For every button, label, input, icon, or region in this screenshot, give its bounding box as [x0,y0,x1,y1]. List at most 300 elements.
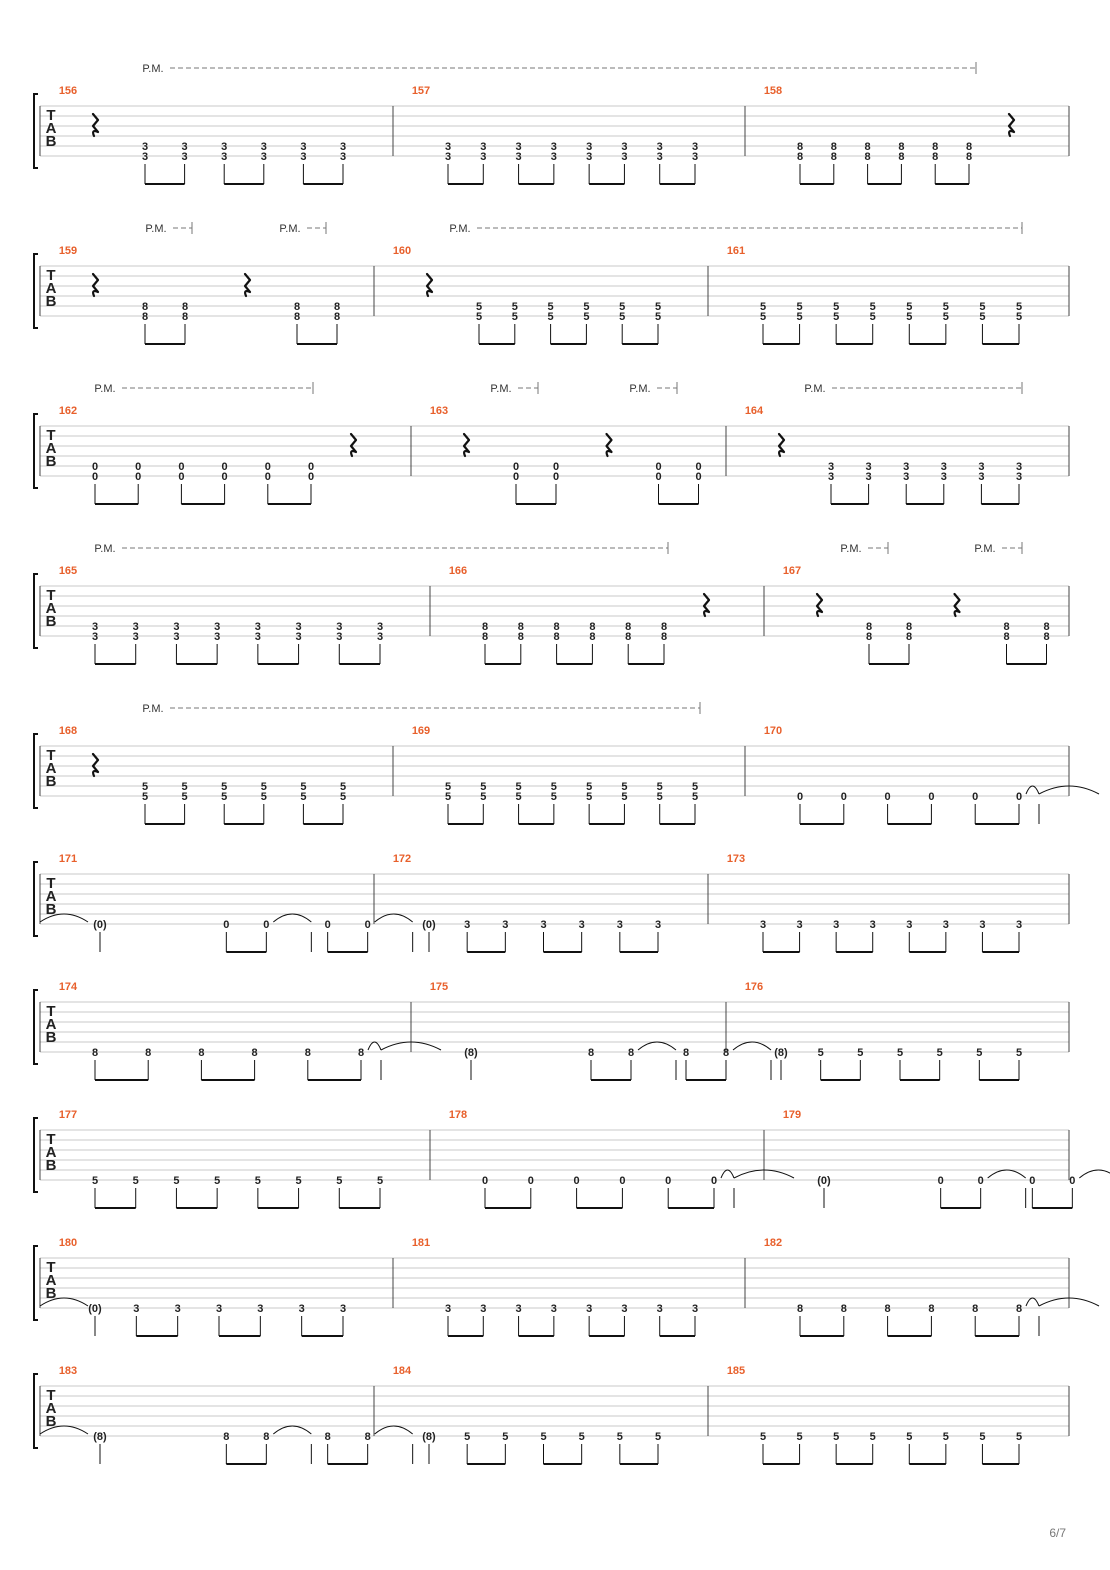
fret-number: 0 [221,461,228,473]
fret-number: 8 [660,631,668,643]
fret-number: 3 [298,1303,305,1315]
fret-number: 3 [621,151,628,163]
fret-number: 5 [619,301,626,313]
fret-number: 8 [589,631,596,643]
quarter-rest [607,434,612,456]
fret-number: 5 [1015,311,1023,323]
tie-arc [273,914,311,922]
tab-clef-letter: B [45,133,57,150]
measure-number: 171 [58,853,78,865]
fret-number: 5 [796,301,803,313]
fret-number: 3 [444,151,452,163]
fret-number: 0 [481,1175,489,1187]
tab-clef-letter: T [46,747,56,764]
fret-number: 8 [830,151,837,163]
tab-clef-letter: B [45,1029,57,1046]
fret-number: 3 [257,1303,264,1315]
tie-arc [368,1042,381,1050]
fret-number: 0 [977,1175,984,1187]
fret-number: 5 [586,791,593,803]
fret-number: 3 [339,1303,347,1315]
tab-clef-letter: A [45,760,57,777]
fret-number: 8 [333,301,341,313]
fret-number: 3 [480,1303,487,1315]
fret-number: 8 [796,151,804,163]
fret-number: 3 [221,141,228,153]
fret-number: 3 [300,151,307,163]
fret-number: 8 [898,141,905,153]
fret-number: 5 [550,781,557,793]
fret-number: 8 [865,621,873,633]
fret-number: 5 [300,781,307,793]
fret-number: 5 [475,311,483,323]
fret-number: 0 [324,919,331,931]
fret-number: 0 [655,461,662,473]
system-bracket [34,254,38,328]
tie-arc [1026,786,1039,794]
fret-number: 3 [444,141,452,153]
tab-clef-letter: T [46,1131,56,1148]
fret-number: 3 [1015,919,1023,931]
fret-number: 5 [583,301,590,313]
fret-number: 3 [300,141,307,153]
fret-number: 3 [181,141,188,153]
tab-clef-letter: A [45,440,57,457]
palm-mute-label: P.M. [142,63,164,75]
fret-number: 5 [339,791,347,803]
fret-number: 3 [979,919,986,931]
fret-number: 5 [173,1175,180,1187]
fret-number: 0 [1029,1175,1036,1187]
fret-number: 8 [145,1047,152,1059]
quarter-rest [427,274,432,296]
fret-number: 3 [464,919,471,931]
fret-number: 5 [480,791,487,803]
fret-number: 0 [178,461,185,473]
palm-mute-label: P.M. [279,223,301,235]
fret-number: 5 [759,311,767,323]
fret-number: 3 [515,141,522,153]
fret-number: 8 [884,1303,891,1315]
fret-number: 3 [132,621,139,633]
fret-number: 8 [1003,621,1010,633]
fret-number: 8 [553,631,560,643]
system-bracket [34,1118,38,1192]
quarter-rest [464,434,469,456]
fret-number: 5 [464,1431,471,1443]
fret-number: 5 [619,311,626,323]
fret-number: 5 [1015,1047,1023,1059]
tab-clef-letter: B [45,293,57,310]
fret-number: 5 [300,791,307,803]
system-bracket [34,1246,38,1320]
fret-number: 3 [376,631,384,643]
fret-number: 8 [517,621,524,633]
fret-number: 5 [141,781,149,793]
fret-number: 8 [141,311,149,323]
measure-number: 168 [58,725,78,737]
measure-number: 175 [429,981,449,993]
fret-number: 8 [223,1431,230,1443]
fret-number: 3 [759,919,767,931]
fret-number: 3 [91,621,99,633]
fret-number: 0 [552,461,560,473]
fret-number: 3 [295,631,302,643]
fret-number: 8 [293,301,301,313]
fret-number: 0 [221,471,228,483]
fret-number: 8 [1015,1303,1023,1315]
fret-number: 5 [942,311,949,323]
fret-number: 5 [181,781,188,793]
fret-number: 5 [869,301,876,313]
fret-number: 5 [547,301,554,313]
fret-number: 0 [928,791,935,803]
fret-number: 0 [364,919,371,931]
fret-number: 8 [481,621,489,633]
tie-arc [1079,1170,1110,1178]
measure-number: 181 [411,1237,431,1249]
fret-number: 8 [932,151,939,163]
fret-number: 3 [502,919,509,931]
tab-clef-letter: A [45,1400,57,1417]
quarter-rest [245,274,250,296]
fret-number: 5 [857,1047,864,1059]
fret-number: 5 [833,301,840,313]
fret-number: 5 [654,1431,662,1443]
fret-number: 0 [135,461,142,473]
fret-number: (8) [422,1431,436,1443]
quarter-rest [351,434,356,456]
fret-number: 8 [357,1047,365,1059]
measure-number: 169 [411,725,431,737]
fret-number: 3 [691,1303,699,1315]
fret-number: 8 [972,1303,979,1315]
fret-number: 0 [512,471,520,483]
measure-number: 159 [58,245,78,257]
fret-number: 5 [869,311,876,323]
fret-number: 8 [796,1303,804,1315]
fret-number: 0 [135,471,142,483]
fret-number: 8 [324,1431,331,1443]
fret-number: 8 [589,621,596,633]
fret-number: 3 [173,631,180,643]
tab-clef-letter: B [45,1285,57,1302]
fret-number: 8 [965,151,973,163]
fret-number: 3 [221,151,228,163]
tab-clef-letter: T [46,875,56,892]
fret-number: 3 [656,1303,663,1315]
palm-mute-label: P.M. [629,383,651,395]
fret-number: 5 [817,1047,824,1059]
fret-number: 3 [214,621,221,633]
fret-number: 3 [339,151,347,163]
fret-number: 3 [515,1303,522,1315]
fret-number: 0 [223,919,230,931]
fret-number: 3 [260,151,267,163]
fret-number: (0) [817,1175,831,1187]
quarter-rest [1009,114,1014,136]
measure-number: 185 [726,1365,746,1377]
fret-number: 3 [173,621,180,633]
tab-clef-letter: A [45,1144,57,1161]
measure-number: 170 [763,725,783,737]
fret-number: 8 [263,1431,270,1443]
tie-arc [375,1426,413,1434]
fret-number: 0 [91,461,99,473]
measure-number: 178 [448,1109,468,1121]
tab-clef-letter: A [45,280,57,297]
fret-number: 3 [978,461,985,473]
fret-number: 5 [515,791,522,803]
fret-number: 8 [251,1047,258,1059]
fret-number: 8 [181,311,189,323]
fret-number: (8) [464,1047,478,1059]
quarter-rest [93,274,98,296]
fret-number: 5 [376,1175,384,1187]
fret-number: 0 [512,461,520,473]
tab-clef-letter: T [46,1003,56,1020]
fret-number: (0) [93,919,107,931]
fret-number: 0 [307,471,315,483]
palm-mute-label: P.M. [490,383,512,395]
fret-number: 5 [979,1431,986,1443]
fret-number: 8 [722,1047,730,1059]
tab-clef-letter: T [46,107,56,124]
fret-number: 8 [1043,621,1050,633]
system-bracket [34,94,38,168]
quarter-rest [955,594,960,616]
fret-number: (8) [93,1431,107,1443]
fret-number: 0 [264,471,271,483]
fret-number: 8 [198,1047,205,1059]
fret-number: 0 [264,461,271,473]
fret-number: 8 [587,1047,595,1059]
fret-number: 8 [91,1047,99,1059]
system-bracket [34,414,38,488]
tab-clef-letter: T [46,1259,56,1276]
tab-clef-letter: A [45,888,57,905]
fret-number: 5 [869,1431,876,1443]
fret-number: 8 [625,621,632,633]
fret-number: 5 [936,1047,943,1059]
fret-number: 5 [547,311,554,323]
fret-number: 8 [333,311,341,323]
fret-number: 0 [552,471,560,483]
measure-number: 157 [411,85,431,97]
palm-mute-label: P.M. [840,543,862,555]
tab-clef-letter: A [45,600,57,617]
fret-number: 8 [965,141,973,153]
tie-arc [273,1426,311,1434]
fret-number: 5 [336,1175,343,1187]
fret-number: 3 [586,151,593,163]
fret-number: 5 [833,1431,840,1443]
fret-number: 3 [339,141,347,153]
fret-number: 8 [796,141,804,153]
fret-number: 8 [682,1047,690,1059]
tab-clef-letter: T [46,587,56,604]
fret-number: 3 [906,919,913,931]
fret-number: 8 [625,631,632,643]
fret-number: 3 [833,919,840,931]
measure-number: 167 [782,565,802,577]
fret-number: 8 [141,301,149,313]
fret-number: 8 [865,631,873,643]
fret-number: 5 [260,781,267,793]
fret-number: 5 [1015,1431,1023,1443]
fret-number: 3 [586,141,593,153]
fret-number: 5 [1015,301,1023,313]
fret-number: 3 [865,471,872,483]
fret-number: 3 [940,461,947,473]
fret-number: 0 [840,791,847,803]
fret-number: 0 [937,1175,944,1187]
fret-number: 3 [550,1303,557,1315]
fret-number: 5 [616,1431,623,1443]
fret-number: 8 [627,1047,635,1059]
fret-number: 8 [905,631,913,643]
fret-number: 8 [293,311,301,323]
fret-number: 3 [1015,471,1023,483]
quarter-rest [704,594,709,616]
fret-number: 5 [654,301,662,313]
tab-clef-letter: T [46,427,56,444]
fret-number: 8 [928,1303,935,1315]
fret-number: 3 [336,621,343,633]
fret-number: 3 [903,461,910,473]
fret-number: 3 [181,151,188,163]
fret-number: 0 [695,461,702,473]
fret-number: 8 [905,621,913,633]
fret-number: 0 [695,471,702,483]
fret-number: 0 [619,1175,626,1187]
fret-number: 0 [710,1175,718,1187]
fret-number: 5 [976,1047,983,1059]
tie-arc [638,1042,676,1050]
tab-clef-letter: B [45,453,57,470]
fret-number: 8 [830,141,837,153]
tie-arc [988,1170,1026,1178]
fret-number: 3 [869,919,876,931]
fret-number: 5 [759,1431,767,1443]
fret-number: 5 [181,791,188,803]
fret-number: 5 [586,781,593,793]
palm-mute-label: P.M. [449,223,471,235]
fret-number: 3 [215,1303,223,1315]
fret-number: 3 [254,631,261,643]
quarter-rest [93,754,98,776]
fret-number: 3 [132,631,139,643]
fret-number: 3 [903,471,910,483]
fret-number: 5 [621,791,628,803]
fret-number: 5 [550,791,557,803]
fret-number: 5 [942,1431,949,1443]
fret-number: 5 [906,1431,913,1443]
fret-number: 5 [444,781,452,793]
fret-number: (0) [422,919,436,931]
fret-number: 3 [376,621,384,633]
fret-number: 3 [621,1303,628,1315]
tab-clef-letter: B [45,613,57,630]
fret-number: 5 [221,791,228,803]
tab-clef-letter: B [45,901,57,918]
fret-number: 3 [260,141,267,153]
fret-number: 8 [1003,631,1010,643]
fret-number: 3 [827,461,835,473]
fret-number: 8 [864,141,871,153]
fret-number: 5 [221,781,228,793]
tab-clef-letter: T [46,1387,56,1404]
fret-number: 5 [578,1431,585,1443]
measure-number: 172 [392,853,412,865]
system-bracket [34,862,38,936]
fret-number: 5 [691,791,699,803]
fret-number: 8 [660,621,668,633]
fret-number: (0) [88,1303,102,1315]
measure-number: 161 [726,245,746,257]
fret-number: 3 [1015,461,1023,473]
fret-number: 3 [578,919,585,931]
fret-number: 3 [295,621,302,633]
palm-mute-label: P.M. [94,543,116,555]
fret-number: 3 [214,631,221,643]
fret-number: 5 [141,791,149,803]
fret-number: 3 [621,141,628,153]
fret-number: 3 [796,919,803,931]
tab-clef-letter: B [45,1413,57,1430]
fret-number: 8 [1043,631,1050,643]
measure-number: 160 [392,245,412,257]
fret-number: 5 [475,301,483,313]
fret-number: 5 [515,781,522,793]
fret-number: 5 [540,1431,547,1443]
fret-number: 5 [295,1175,302,1187]
fret-number: 8 [181,301,189,313]
measure-number: 158 [763,85,783,97]
fret-number: 5 [502,1431,509,1443]
fret-number: 3 [91,631,99,643]
measure-number: 176 [744,981,764,993]
measure-number: 156 [58,85,78,97]
fret-number: 8 [840,1303,847,1315]
fret-number: 3 [480,151,487,163]
measure-number: 180 [58,1237,78,1249]
fret-number: 5 [833,311,840,323]
quarter-rest [817,594,822,616]
fret-number: 0 [884,791,891,803]
fret-number: 3 [141,151,149,163]
fret-number: 5 [796,1431,803,1443]
fret-number: 5 [654,311,662,323]
fret-number: 3 [174,1303,181,1315]
fret-number: 0 [263,919,270,931]
fret-number: 5 [260,791,267,803]
fret-number: 0 [1015,791,1023,803]
fret-number: 8 [517,631,524,643]
fret-number: 0 [972,791,979,803]
fret-number: 5 [896,1047,904,1059]
fret-number: 5 [906,301,913,313]
fret-number: 3 [480,141,487,153]
measure-number: 177 [58,1109,78,1121]
system-bracket [34,734,38,808]
tie-arc [1026,1298,1039,1306]
fret-number: 5 [511,311,518,323]
fret-number: 3 [444,1303,452,1315]
fret-number: 5 [254,1175,261,1187]
fret-number: 8 [553,621,560,633]
fret-number: 0 [527,1175,534,1187]
